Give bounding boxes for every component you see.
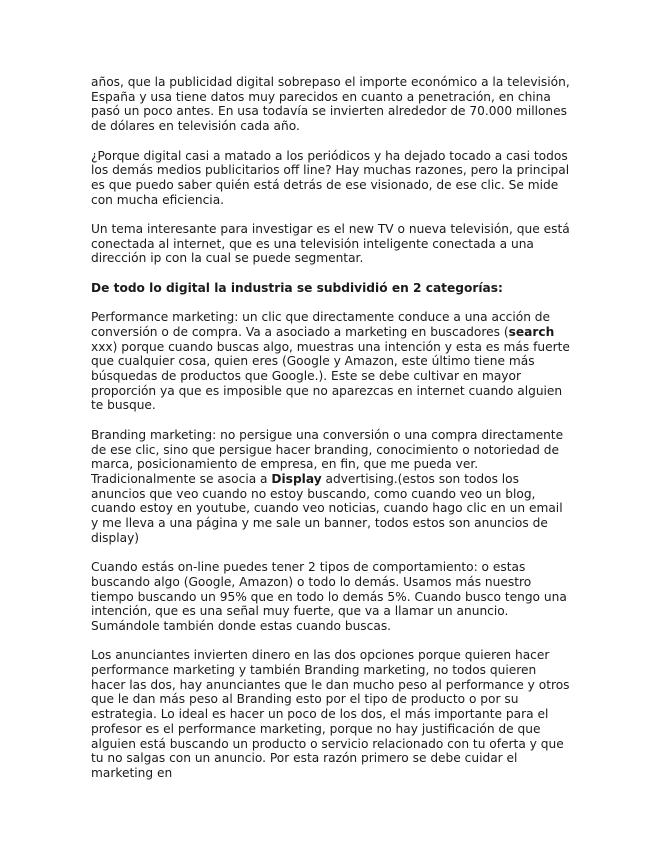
- branding-text-before: Branding marketing: no persigue una conversión o una compra directamente de ese clic, sino que persigue hacer branding, conocimiento o notoriedad de marca, posicionamiento de empresa, en fin, que me pueda ver. Tradicionalmente se asocia a: [91, 427, 564, 486]
- performance-bold-search: search: [508, 324, 555, 339]
- paragraph-advertisers: Los anunciantes invierten dinero en las dos opciones porque quieren hacer performance marketing y también Branding marketing, no todos quieren hacer las dos, hay anunciantes que le dan mucho peso al performance y otros que le dan más peso al Branding esto por el tipo de producto o por su estrategia. Lo ideal es hacer un poco de los dos, el más importante para el profesor es el performance marketing, porque no hay justificación de que alguien está buscando un producto o servicio relacionado con tu oferta y que tu no salgas con un anuncio. Por esta razón primero se debe cuidar el marketing en: [91, 648, 570, 780]
- paragraph-online-behavior: Cuando estás on-line puedes tener 2 tipos de comportamiento: o estas buscando algo (Google, Amazon) o todo lo demás. Usamos más nuestro tiempo buscando un 95% que en todo lo demás 5%. Cuando busco tengo una intención, que es una señal muy fuerte, que va a llamar un anuncio. Sumándole también donde estas cuando buscas.: [91, 560, 567, 633]
- paragraph-branding-marketing: [91, 428, 571, 546]
- paragraph-ad-spend: años, que la publicidad digital sobrepaso el importe económico a la televisión, España y usa tiene datos muy parecidos en cuanto a penetración, en china pasó un poco antes. En usa todavía se invierten alrededor de 70.000 millones de dólares en televisión cada año.: [91, 75, 570, 134]
- paragraph-new-tv: Un tema interesante para investigar es el new TV o nueva televisión, que está conectada al internet, que es una televisión inteligente conectada a una dirección ip con la cual se puede segmentar.: [91, 222, 570, 266]
- section-heading-categories: De todo lo digital la industria se subdividió en 2 categorías:: [91, 280, 503, 295]
- branding-bold-display: Display: [271, 471, 322, 486]
- branding-text-after: advertising.(estos son todos los anuncios que veo cuando no estoy buscando, como cuando veo un blog, cuando estoy en youtube, cuando veo noticias, cuando hago clic en un email y me lleva a una página y me sale un banner, todos estos son anuncios de display): [91, 471, 563, 545]
- paragraph-why-digital: ¿Porque digital casi a matado a los periódicos y ha dejado tocado a casi todos los demás medios publicitarios off line? Hay muchas razones, pero la principal es que puedo saber quién está detrás de ese visionado, de ese clic. Se mide con mucha eficiencia.: [91, 148, 570, 207]
- performance-text-before: Performance marketing: un clic que directamente conduce a una acción de conversión o de compra. Va a asociado a marketing en buscadores (: [91, 310, 551, 339]
- document-body: [91, 75, 571, 795]
- performance-text-after: xxx) porque cuando buscas algo, muestras una intención y esta es más fuerte que cualquier cosa, quien eres (Google y Amazon, este último tiene más búsquedas de productos que Google.). Este se debe cultivar en mayor proporción ya que es imposible que no aparezcas en internet cuando alguien te busque.: [91, 339, 570, 413]
- paragraph-performance-marketing: [91, 310, 571, 413]
